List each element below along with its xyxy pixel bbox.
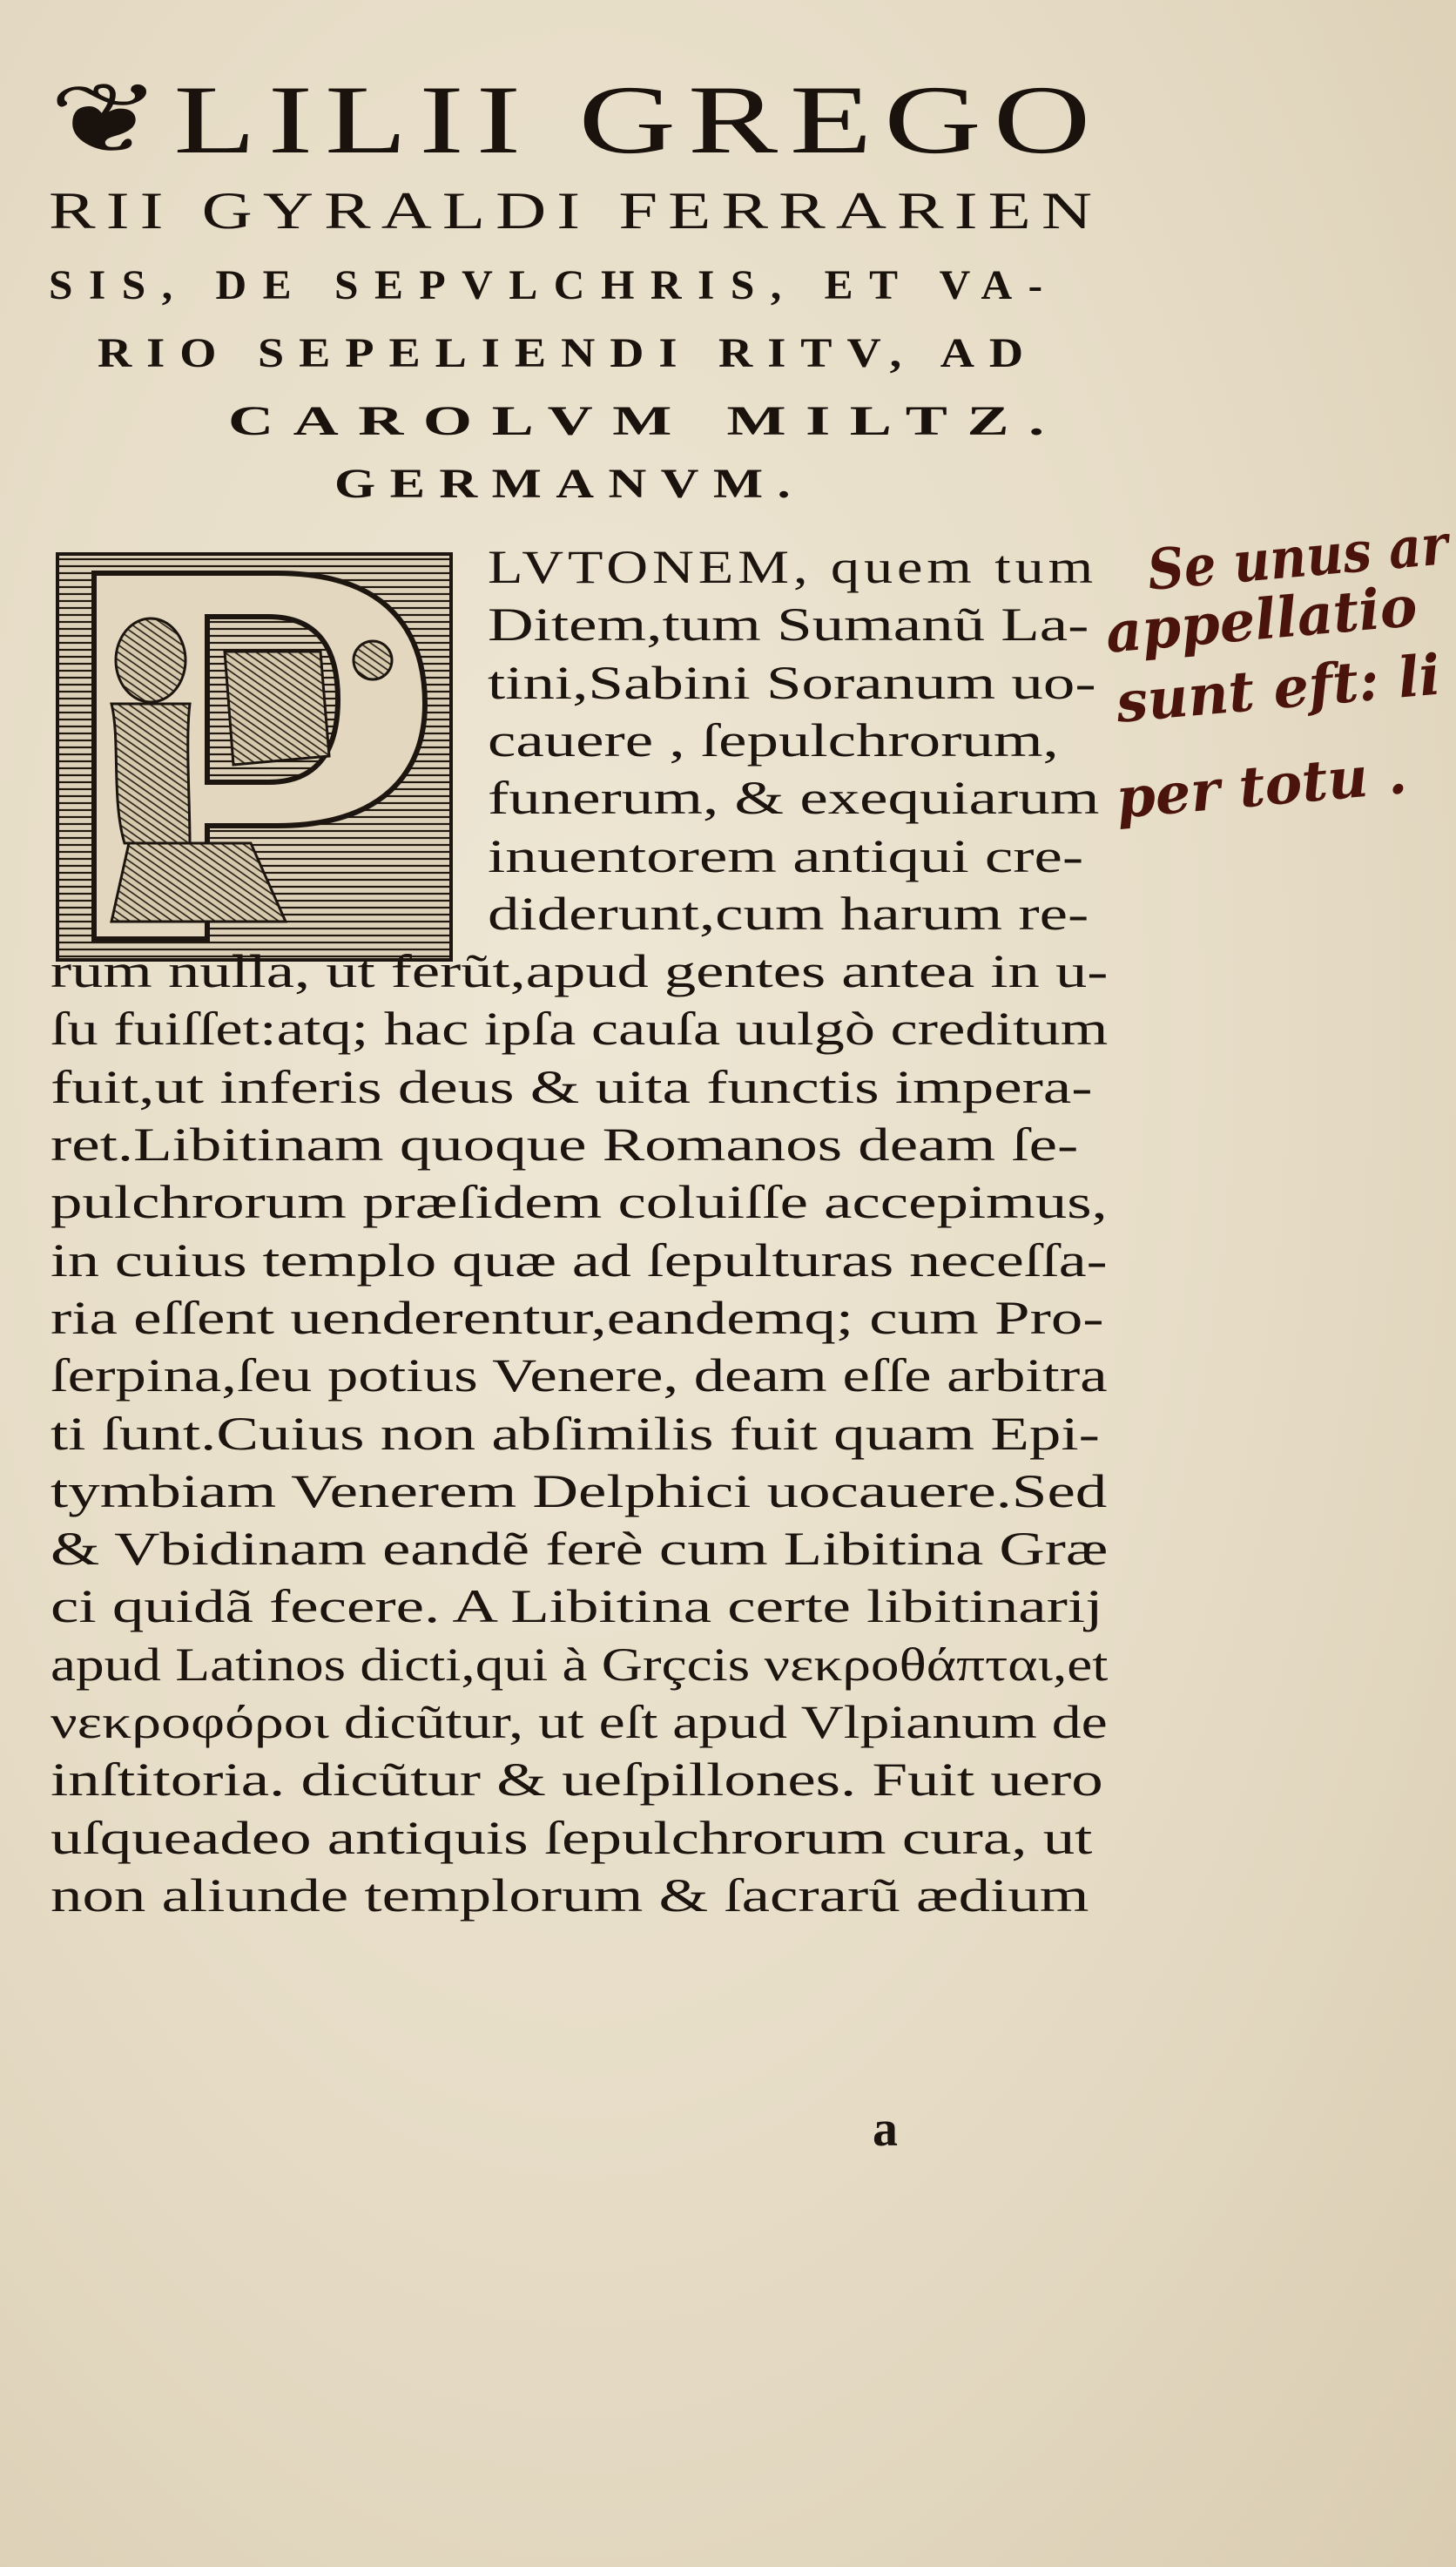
text-line: ria eſſent uenderentur,eandemq; cum Pro-	[51, 1291, 1104, 1344]
marginal-note: Se unus ar	[1144, 512, 1451, 604]
text-line: LVTONEM, quem tum	[488, 541, 1098, 593]
text-line: & Vbidinam eandẽ ferè cum Libitina Græ	[51, 1523, 1109, 1576]
text-line: ſu fuiſſet:atq; hac ipſa cauſa uulgò creditum	[51, 1003, 1109, 1056]
text-line: pulchrorum præſidem coluiſſe accepimus,	[51, 1176, 1108, 1229]
text-line: ret.Libitinam quoque Romanos deam ſe-	[51, 1118, 1079, 1171]
text-line: ti ſunt.Cuius non abſimilis fuit quam Epi-	[51, 1407, 1100, 1460]
text-line: tini,Sabini Soranum uo-	[488, 656, 1096, 709]
title-line-6: GERMANVM.	[334, 461, 806, 507]
fleuron-ornament: ❦	[49, 66, 174, 174]
marginal-note: sunt eft: li	[1113, 642, 1444, 736]
text-line: uſqueadeo antiquis ſepulchrorum cura, ut	[51, 1811, 1093, 1864]
text-line: cauere , ſepulchrorum,	[488, 713, 1059, 767]
text-line: inuentorem antiqui cre-	[488, 829, 1084, 882]
title-line-3: SIS, DE SEPVLCHRIS, ET VA-	[49, 262, 1059, 308]
marginal-note: appellatio	[1102, 573, 1420, 666]
text-line: apud Latinos dicti,qui à Grçcis νεκροθάπται,et	[51, 1638, 1109, 1691]
title-line-1	[49, 63, 1102, 177]
text-line: inſtitoria. dicũtur & ueſpillones. Fuit uero	[51, 1753, 1103, 1807]
text-line: in cuius templo quæ ad ſepulturas neceſſa-	[51, 1233, 1108, 1287]
title-line-5: CAROLVM MILTZ.	[228, 398, 1064, 444]
text-line: rum nulla, ut ferũt,apud gentes antea in u-	[51, 945, 1109, 998]
text-line: Ditem,tum Sumanũ La-	[488, 598, 1089, 652]
marginal-note: per totu .	[1113, 741, 1410, 832]
text-line: tymbiam Venerem Delphici uocauere.Sed	[51, 1464, 1108, 1517]
text-line: fuit,ut inferis deus & uita functis impera-	[51, 1060, 1093, 1113]
text-line: ſerpina,ſeu potius Venere, deam eſſe arbitra	[51, 1349, 1108, 1402]
text-line: diderunt,cum harum re-	[488, 887, 1089, 940]
text-line: ci quidã fecere. A Libitina certe libitinarij	[51, 1580, 1103, 1633]
woodcut-initial-icon	[59, 556, 449, 958]
title-line-4: RIO SEPELIENDI RITV, AD	[98, 330, 1039, 376]
text-line: νεκροφόροι dicũtur, ut eſt apud Vlpianum de	[51, 1696, 1108, 1748]
text-line: funerum, & exequiarum	[488, 772, 1100, 825]
decorated-initial	[56, 552, 453, 962]
signature-mark: a	[873, 2100, 898, 2157]
title-line-1-text: LILII GREGO	[173, 66, 1103, 174]
text-line: non aliunde templorum & ſacrarũ ædium	[51, 1868, 1089, 1922]
title-line-2: RII GYRALDI FERRARIEN	[49, 182, 1103, 240]
